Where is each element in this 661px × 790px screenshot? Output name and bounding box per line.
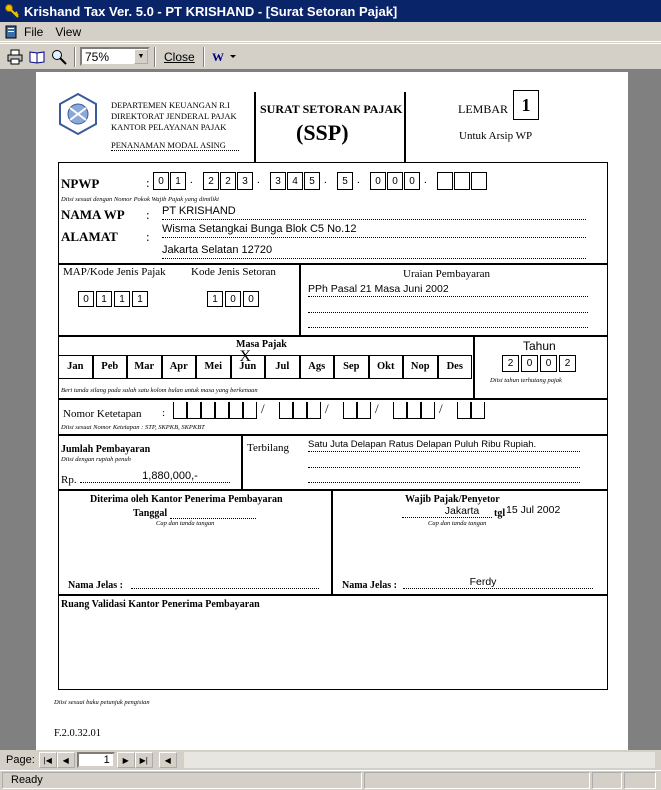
month-cell-sep: Sep bbox=[334, 355, 369, 379]
svg-text:W: W bbox=[211, 49, 224, 64]
month-cell-jun: Jun bbox=[231, 355, 266, 379]
lembar-label: LEMBAR bbox=[458, 102, 509, 116]
scroll-left-button[interactable]: ◀ bbox=[159, 752, 177, 768]
npwp-digit: 3 bbox=[270, 172, 286, 190]
month-cell-peb: Peb bbox=[93, 355, 128, 379]
nama-value: PT KRISHAND bbox=[162, 205, 586, 220]
masa-label: Masa Pajak bbox=[236, 339, 287, 350]
ketetapan-note: Diisi sesuai Nomor Ketetapan : STP, SKPKB, SKPKBT bbox=[61, 424, 205, 431]
kota-value: Jakarta bbox=[402, 505, 492, 518]
month-cell-mei: Mei bbox=[196, 355, 231, 379]
alamat-line-1: Wisma Setangkai Bunga Blok C5 No.12 bbox=[162, 223, 586, 238]
ketetapan-digit bbox=[393, 402, 407, 419]
jumlah-note: Diisi dengan rupiah penuh bbox=[61, 456, 131, 463]
last-page-button[interactable]: ▶| bbox=[135, 752, 153, 768]
month-mark: X bbox=[239, 348, 252, 365]
menu-bar bbox=[0, 22, 661, 42]
form-title: SURAT SETORAN PAJAK bbox=[260, 102, 403, 116]
toolbar-separator bbox=[74, 47, 76, 67]
validasi-label: Ruang Validasi Kantor Penerima Pembayaran bbox=[61, 599, 260, 610]
terbilang-label: Terbilang bbox=[247, 442, 289, 454]
ketetapan-digit bbox=[357, 402, 371, 419]
menu-view[interactable]: View bbox=[55, 24, 82, 39]
ketetapan-separator: / bbox=[439, 401, 443, 416]
tahun-digit: 2 bbox=[502, 355, 519, 372]
prev-page-button[interactable]: ◀ bbox=[57, 752, 75, 768]
status-bar bbox=[0, 770, 661, 790]
dept-line-1: DEPARTEMEN KEUANGAN R.I bbox=[111, 100, 230, 110]
kode-digit: 0 bbox=[243, 291, 259, 307]
ketetapan-separator: / bbox=[375, 401, 379, 416]
ketetapan-digit bbox=[229, 402, 243, 419]
npwp-digit: 5 bbox=[304, 172, 320, 190]
ketetapan-separator: / bbox=[325, 401, 329, 416]
map-digit: 0 bbox=[78, 291, 94, 307]
book-button[interactable] bbox=[26, 46, 48, 68]
uraian-label: Uraian Pembayaran bbox=[403, 268, 491, 280]
nama-jelas-2: Nama Jelas : bbox=[342, 580, 397, 591]
kode-digit: 0 bbox=[225, 291, 241, 307]
terbilang-value: Satu Juta Delapan Ratus Delapan Puluh Ribu Rupiah. bbox=[308, 439, 580, 452]
npwp-digit: 2 bbox=[220, 172, 236, 190]
map-digit: 1 bbox=[132, 291, 148, 307]
month-cell-jan: Jan bbox=[58, 355, 93, 379]
npwp-digit: 5 bbox=[337, 172, 353, 190]
npwp-label: NPWP bbox=[61, 176, 100, 191]
npwp-digit: 0 bbox=[370, 172, 386, 190]
print-button[interactable] bbox=[4, 46, 26, 68]
masa-note: Beri tanda silang pada salah satu kolom bulan untuk masa yang berkenaan bbox=[61, 387, 258, 394]
magnifier-icon bbox=[51, 49, 67, 65]
window-title: Krishand Tax Ver. 5.0 - PT KRISHAND - [Surat Setoran Pajak] bbox=[24, 3, 398, 19]
wajib-label: Wajib Pajak/Penyetor bbox=[405, 494, 500, 505]
npwp-digit: 4 bbox=[287, 172, 303, 190]
form-code-number: F.2.0.32.01 bbox=[54, 728, 101, 739]
diterima-label: Diterima oleh Kantor Penerima Pembayaran bbox=[90, 494, 283, 505]
report-viewport[interactable] bbox=[0, 70, 661, 750]
tahun-note: Diisi tahun terhutang pajak bbox=[490, 377, 562, 384]
alamat-line-2: Jakarta Selatan 12720 bbox=[162, 244, 586, 259]
printer-icon bbox=[7, 49, 23, 65]
ketetapan-digit bbox=[343, 402, 357, 419]
ketetapan-digit bbox=[407, 402, 421, 419]
ketetapan-separator: / bbox=[261, 401, 265, 416]
lembar-number: 1 bbox=[513, 90, 539, 120]
ketetapan-label: Nomor Ketetapan bbox=[63, 408, 142, 420]
ketetapan-digit bbox=[215, 402, 229, 419]
colon: : bbox=[146, 229, 150, 244]
ketetapan-digit bbox=[471, 402, 485, 419]
arsip-label: Untuk Arsip WP bbox=[459, 130, 533, 142]
document-icon bbox=[4, 25, 18, 39]
npwp-digit bbox=[471, 172, 487, 190]
ketetapan-digit bbox=[173, 402, 187, 419]
cap-note-2: Cap dan tanda tangan bbox=[428, 520, 487, 527]
month-cell-apr: Apr bbox=[162, 355, 197, 379]
footnote: Diisi sesuai buku petunjuk pengisian bbox=[54, 699, 150, 706]
report-page: DEPARTEMEN KEUANGAN R.I DIREKTORAT JENDERAL PAJAK KANTOR PELAYANAN PAJAK PENANAMAN MODAL ASING SURAT SETORAN PAJAK (SSP) LEMBAR 1 Untuk Arsip WP NPWP : Diisi sesuai dengan Nomor Pokok Wajib Pajak yang dimiliki NAMA WP : PT KRISHAND ALAMAT : Wisma Setangkai Bunga Blok C5 No.12 Jakarta Selatan 12720 MAP/Kode Jenis Pajak Kode Jenis Setoran Uraian Pembayaran PPh Pasal 21 Masa Juni 2002 Masa Pajak Beri tanda silang pada salah satu kolom bulan untuk masa yang berkenaan Tahun Diisi tahun terhutang pajak Nomor Ketetapan : Diisi sesuai Nomor Ketetapan : STP, SKPKB, SKPKBT Jumlah Pembayaran Diisi dengan rupiah penuh Rp. 1,880,000,- Terbilang Satu Juta Delapan Ratus Delapan Puluh Ribu Rupiah. Diterima oleh Kantor Penerima Pembayaran Tanggal Cap dan tanda tangan Nama Jelas : Wajib Pajak/Penyetor Jakarta tgl 15 Jul 2002 Cap dan tanda tangan Nama Jelas : Ferdy Ruang Validasi Kantor Penerima Pembayaran Diisi sesuai buku petunjuk pengisian F.2.0.32.01 0 1 . 2 2 3 . 3 4 5 . 5 . 0 0 0 . 0 1 1 1 1 0 0 2 0 0 2 Jan Peb Mar Apr Mei Jun Jul Ags Sep Okt Nop Des X / / / / bbox=[36, 72, 628, 750]
npwp-note: Diisi sesuai dengan Nomor Pokok Wajib Pajak yang dimiliki bbox=[61, 196, 219, 203]
npwp-separator: . bbox=[324, 174, 327, 186]
ketetapan-digit bbox=[279, 402, 293, 419]
zoom-select[interactable] bbox=[80, 47, 150, 66]
toolbar-separator bbox=[203, 47, 205, 67]
tahun-digit: 2 bbox=[559, 355, 576, 372]
map-label: MAP/Kode Jenis Pajak bbox=[63, 266, 166, 278]
tahun-label: Tahun bbox=[523, 339, 556, 353]
nama-label: NAMA WP bbox=[61, 207, 125, 222]
ketetapan-digit bbox=[293, 402, 307, 419]
close-button[interactable]: Close bbox=[164, 49, 195, 64]
jumlah-label: Jumlah Pembayaran bbox=[61, 444, 151, 455]
tahun-digit: 0 bbox=[540, 355, 557, 372]
npwp-digit: 0 bbox=[153, 172, 169, 190]
month-cell-mar: Mar bbox=[127, 355, 162, 379]
npwp-digit: 1 bbox=[170, 172, 186, 190]
ketetapan-digit bbox=[457, 402, 471, 419]
dept-line-2: DIREKTORAT JENDERAL PAJAK bbox=[111, 111, 237, 121]
npwp-digit bbox=[454, 172, 470, 190]
chevron-down-icon[interactable]: ▼ bbox=[134, 49, 148, 64]
map-digit: 1 bbox=[96, 291, 112, 307]
npwp-separator: . bbox=[424, 174, 427, 186]
npwp-digit: 2 bbox=[203, 172, 219, 190]
month-cell-okt: Okt bbox=[369, 355, 404, 379]
form-code: (SSP) bbox=[296, 120, 349, 145]
toolbar-separator bbox=[154, 47, 156, 67]
month-cell-des: Des bbox=[438, 355, 473, 379]
book-icon bbox=[29, 49, 45, 65]
word-export-icon bbox=[211, 49, 237, 65]
uraian-value: PPh Pasal 21 Masa Juni 2002 bbox=[308, 283, 588, 297]
page-number-input[interactable]: 1 bbox=[77, 752, 115, 768]
month-cell-jul: Jul bbox=[265, 355, 300, 379]
colon: : bbox=[146, 175, 150, 190]
npwp-digit: 0 bbox=[387, 172, 403, 190]
npwp-digit: 3 bbox=[237, 172, 253, 190]
menu-file[interactable]: File bbox=[24, 24, 44, 39]
zoom-value: 75% bbox=[85, 49, 110, 64]
nama-jelas-1: Nama Jelas : bbox=[68, 580, 123, 591]
horizontal-scrollbar[interactable] bbox=[184, 752, 655, 768]
month-cell-ags: Ags bbox=[300, 355, 335, 379]
penyetor-value: Ferdy bbox=[403, 576, 593, 589]
next-page-button[interactable]: ▶ bbox=[117, 752, 135, 768]
ketetapan-digit bbox=[201, 402, 215, 419]
ketetapan-digit bbox=[187, 402, 201, 419]
toolbar bbox=[0, 43, 661, 70]
kode-label: Kode Jenis Setoran bbox=[191, 266, 276, 278]
export-button[interactable] bbox=[209, 46, 239, 68]
tanggal-wp-value: 15 Jul 2002 bbox=[506, 504, 561, 516]
first-page-button[interactable]: |◀ bbox=[39, 752, 57, 768]
zoom-button[interactable] bbox=[48, 46, 70, 68]
npwp-separator: . bbox=[257, 174, 260, 186]
kode-digit: 1 bbox=[207, 291, 223, 307]
jumlah-value: 1,880,000,- bbox=[80, 470, 230, 483]
key-icon bbox=[4, 3, 20, 19]
ketetapan-digit bbox=[421, 402, 435, 419]
status-text: Ready bbox=[2, 772, 362, 789]
tanggal-label: Tanggal bbox=[133, 508, 168, 519]
npwp-separator: . bbox=[190, 174, 193, 186]
dept-line-3: KANTOR PELAYANAN PAJAK bbox=[111, 122, 227, 132]
title-bar bbox=[0, 0, 661, 22]
npwp-separator: . bbox=[357, 174, 360, 186]
month-cell-nop: Nop bbox=[403, 355, 438, 379]
tgl-label: tgl bbox=[494, 508, 506, 519]
pager bbox=[0, 750, 661, 770]
ketetapan-digit bbox=[307, 402, 321, 419]
cap-note-1: Cap dan tanda tangan bbox=[156, 520, 215, 527]
ketetapan-digit bbox=[243, 402, 257, 419]
map-digit: 1 bbox=[114, 291, 130, 307]
npwp-digit: 0 bbox=[404, 172, 420, 190]
colon: : bbox=[146, 207, 150, 222]
page-label: Page: bbox=[6, 754, 35, 766]
rp-label: Rp. bbox=[61, 474, 77, 486]
ministry-logo bbox=[56, 92, 100, 136]
npwp-digit bbox=[437, 172, 453, 190]
alamat-label: ALAMAT bbox=[61, 229, 118, 244]
dept-line-4: PENANAMAN MODAL ASING bbox=[111, 140, 239, 151]
tahun-digit: 0 bbox=[521, 355, 538, 372]
